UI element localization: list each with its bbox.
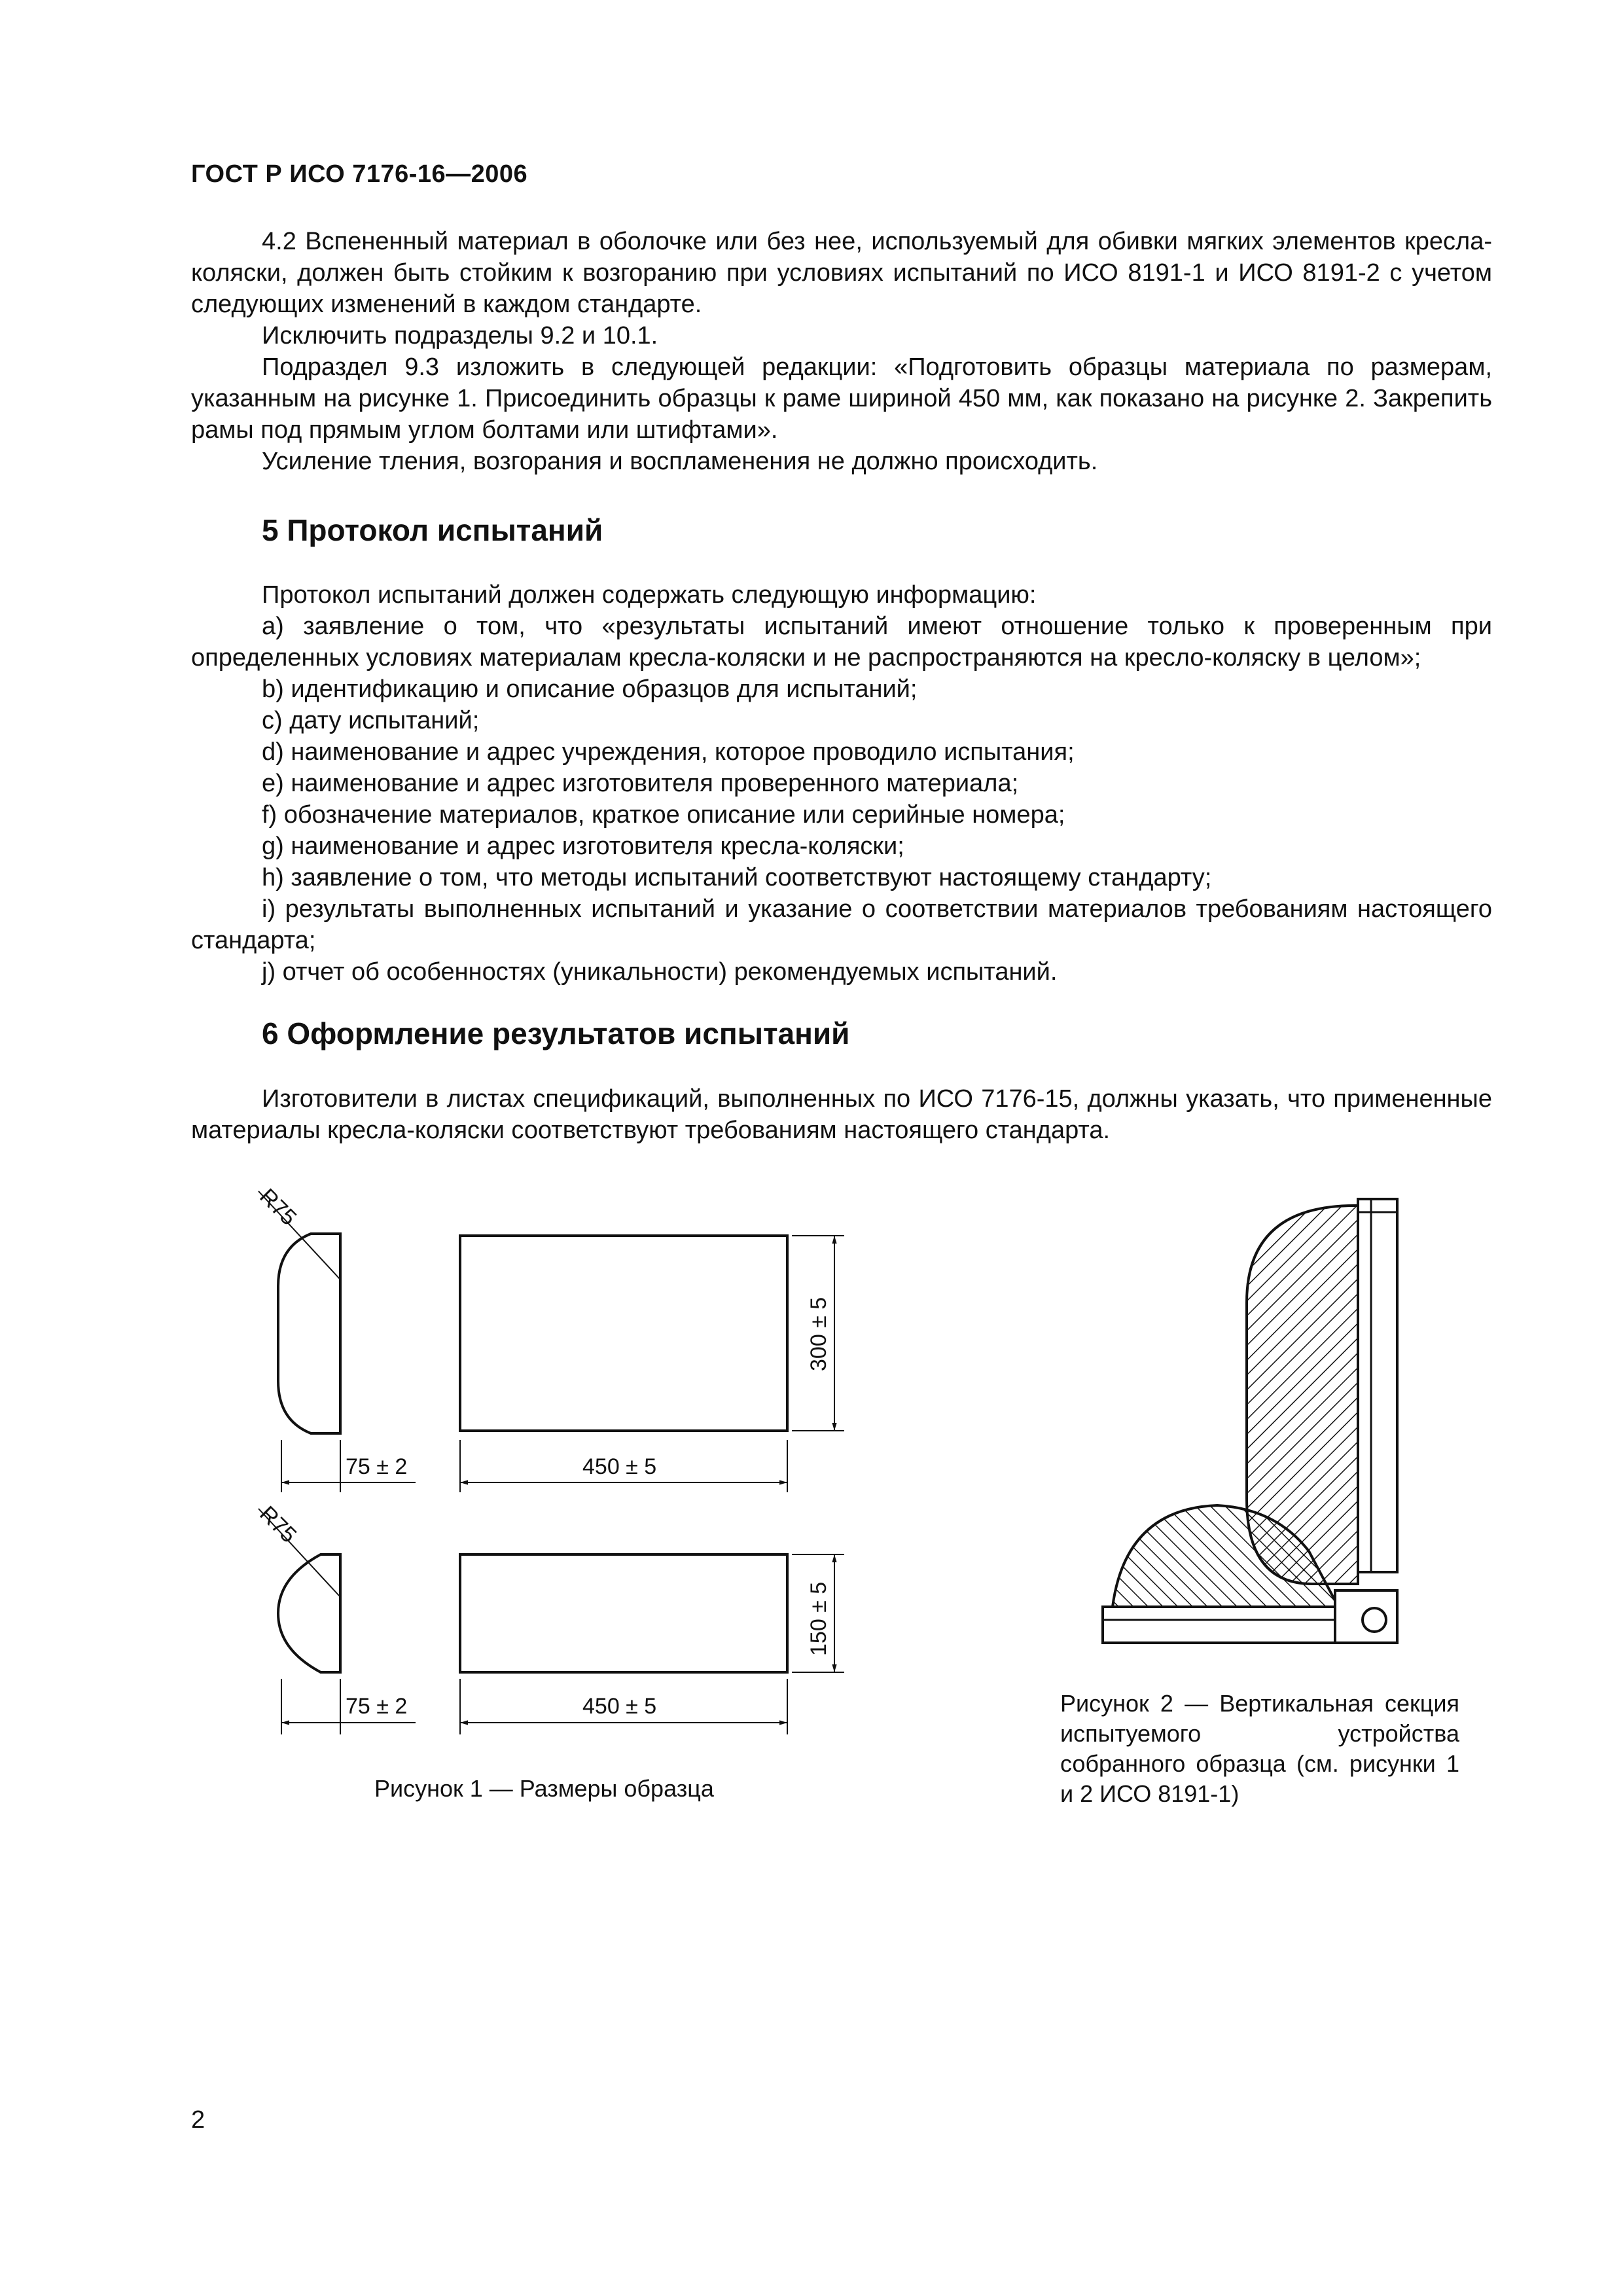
dim-450-top: 450 ± 5 (582, 1454, 657, 1479)
bolt-icon (1363, 1608, 1386, 1632)
dim-150: 150 ± 5 (806, 1581, 831, 1656)
list-item: f) обозначение материалов, краткое описание или серийные номера; (262, 801, 1065, 829)
list-item: g) наименование и адрес изготовителя кресла-коляски; (262, 833, 904, 860)
horizontal-frame (1103, 1607, 1335, 1643)
paragraph-exclusion: Исключить подразделы 9.2 и 10.1. (262, 322, 658, 350)
paragraph-4-2: 4.2 Вспененный материал в оболочке или без нее, используемый для обивки мягких элементов кресла-коляски, должен быть стойким к возгоранию при условиях испытаний по ИСО 8191-1 и ИСО 8191-2 с учетом следующих изменений в каждом стандарте. (191, 228, 1492, 318)
figure-2-caption: Рисунок 2 — Вертикальная секция испытуемого устройства собранного образца (см. рисунки 1 и 2 ИСО 8191-1) (1060, 1690, 1459, 1807)
list-item: j) отчет об особенностях (уникальности) рекомендуемых испытаний. (262, 958, 1058, 986)
radius-label-top: R75 (255, 1183, 302, 1230)
list-item: h) заявление о том, что методы испытаний соответствуют настоящему стандарту; (262, 864, 1212, 891)
list-item: d) наименование и адрес учреждения, которое проводило испытания; (262, 738, 1075, 766)
list-item: e) наименование и адрес изготовителя проверенного материала; (262, 770, 1019, 797)
list-item: b) идентификацию и описание образцов для испытаний; (262, 675, 918, 703)
paragraph-6: Изготовители в листах спецификаций, выполненных по ИСО 7176-15, должны указать, что примененные материалы кресла-коляски соответствуют требованиям настоящего стандарта. (191, 1085, 1492, 1144)
paragraph-result: Усиление тления, возгорания и воспламенения не должно происходить. (262, 448, 1098, 475)
radius-label-bottom: R75 (255, 1501, 302, 1548)
vertical-frame (1358, 1199, 1397, 1572)
section-6-heading: 6 Оформление результатов испытаний (262, 1016, 850, 1050)
list-item: c) дату испытаний; (262, 707, 480, 734)
dim-75-bottom: 75 ± 2 (346, 1694, 408, 1719)
section-5-heading: 5 Протокол испытаний (262, 513, 603, 547)
running-header: ГОСТ Р ИСО 7176-16—2006 (191, 160, 528, 188)
list-item: a) заявление о том, что «результаты испытаний имеют отношение только к проверенным при определенных условиях материалам кресла-коляски и не распространяются на кресло-коляску в целом»; (191, 613, 1492, 672)
list-item: i) результаты выполненных испытаний и указание о соответствии материалов требованиям настоящего стандарта; (191, 895, 1492, 954)
dim-300: 300 ± 5 (806, 1297, 831, 1371)
paragraph-9-3: Подраздел 9.3 изложить в следующей редакции: «Подготовить образцы материала по размерам, указанным на рисунке 1. Присоединить образцы к раме шириной 450 мм, как показано на рисунке 2. Закрепить рамы под прямым углом болтами или штифтами». (191, 353, 1492, 444)
dim-450-bottom: 450 ± 5 (582, 1694, 657, 1719)
dim-75-top: 75 ± 2 (346, 1454, 408, 1479)
section-5-intro: Протокол испытаний должен содержать следующую информацию: (262, 581, 1037, 609)
page-number: 2 (191, 2106, 205, 2134)
figure-1-caption: Рисунок 1 — Размеры образца (374, 1775, 714, 1802)
